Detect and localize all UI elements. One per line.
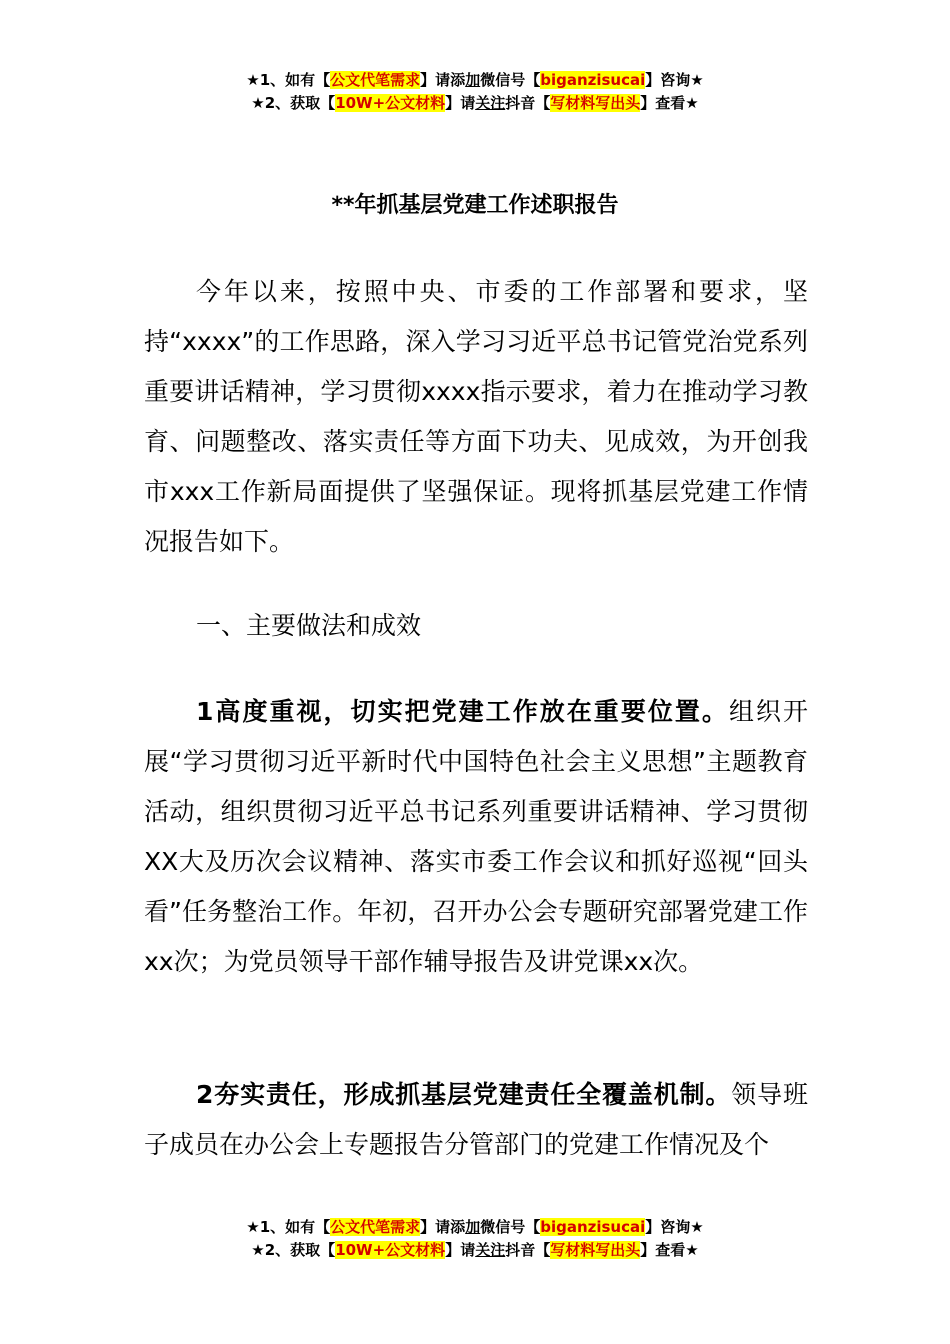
- banner-text: ★1、如有【: [246, 71, 331, 89]
- banner-line-1: [0, 69, 950, 92]
- banner-underlined: 关注: [475, 94, 506, 112]
- banner-highlight: 10W+公文材料: [335, 1241, 446, 1259]
- banner-text: 】查看★: [640, 1241, 699, 1259]
- banner-underlined: 加: [465, 71, 481, 89]
- banner-text: ★2、获取【: [251, 1241, 336, 1259]
- banner-text: 】咨询★: [645, 1218, 704, 1236]
- banner-text: 抖音【: [505, 94, 551, 112]
- section-1-lead: 1高度重视，切实把党建工作放在重要位置。: [196, 697, 729, 726]
- banner-text: 抖音【: [505, 1241, 551, 1259]
- banner-line-1: [0, 1216, 950, 1239]
- banner-underlined: 关注: [475, 1241, 506, 1259]
- banner-highlight: 公文代笔需求: [330, 71, 421, 89]
- banner-highlight: 写材料写出头: [550, 94, 641, 112]
- banner-text: 微信号【: [480, 71, 541, 89]
- banner-highlight: biganzisucai: [540, 71, 646, 89]
- banner-highlight: biganzisucai: [540, 1218, 646, 1236]
- intro-paragraph: 今年以来，按照中央、市委的工作部署和要求，坚持“xxxx”的工作思路，深入学习习近平总书记管党治党系列重要讲话精神，学习贯彻xxxx指示要求，着力在推动学习教育、问题整改、落实责任等方面下功夫、见成效，为开创我市xxx工作新局面提供了坚强保证。现将抓基层党建工作情况报告如下。: [144, 277, 808, 556]
- banner-text: 】查看★: [640, 94, 699, 112]
- section-2-lead: 2夯实责任，形成抓基层党建责任全覆盖机制。: [196, 1080, 732, 1109]
- section-1-body: 组织开展“学习贯彻习近平新时代中国特色社会主义思想”主题教育活动，组织贯彻习近平总书记系列重要讲话精神、学习贯彻XX大及历次会议精神、落实市委工作会议和抓好巡视“回头看”任务整治工作。年初，召开办公会专题研究部署党建工作xx次；为党员领导干部作辅导报告及讲党课xx次。: [144, 697, 808, 976]
- banner-text: 】咨询★: [645, 71, 704, 89]
- document-title: **年抓基层党建工作述职报告: [331, 193, 619, 218]
- banner-text: 】请添: [420, 71, 466, 89]
- section-heading: 一、主要做法和成效: [196, 611, 422, 640]
- section-1-paragraph: [144, 687, 808, 987]
- banner-highlight: 公文代笔需求: [330, 1218, 421, 1236]
- banner-text: 】请: [445, 1241, 476, 1259]
- banner-text: 】请添: [420, 1218, 466, 1236]
- footer-banner: [0, 1216, 950, 1262]
- banner-text: ★2、获取【: [251, 94, 336, 112]
- banner-text: 】请: [445, 94, 476, 112]
- header-banner: [0, 69, 950, 115]
- section-2-paragraph: [144, 1070, 808, 1170]
- banner-line-2: [0, 92, 950, 115]
- banner-underlined: 加: [465, 1218, 481, 1236]
- banner-text: ★1、如有【: [246, 1218, 331, 1236]
- banner-line-2: [0, 1239, 950, 1262]
- banner-text: 微信号【: [480, 1218, 541, 1236]
- section-2-body: 领导班子成员在办公会上专题报告分管部门的党建工作情况及个: [144, 1080, 808, 1159]
- banner-highlight: 写材料写出头: [550, 1241, 641, 1259]
- banner-highlight: 10W+公文材料: [335, 94, 446, 112]
